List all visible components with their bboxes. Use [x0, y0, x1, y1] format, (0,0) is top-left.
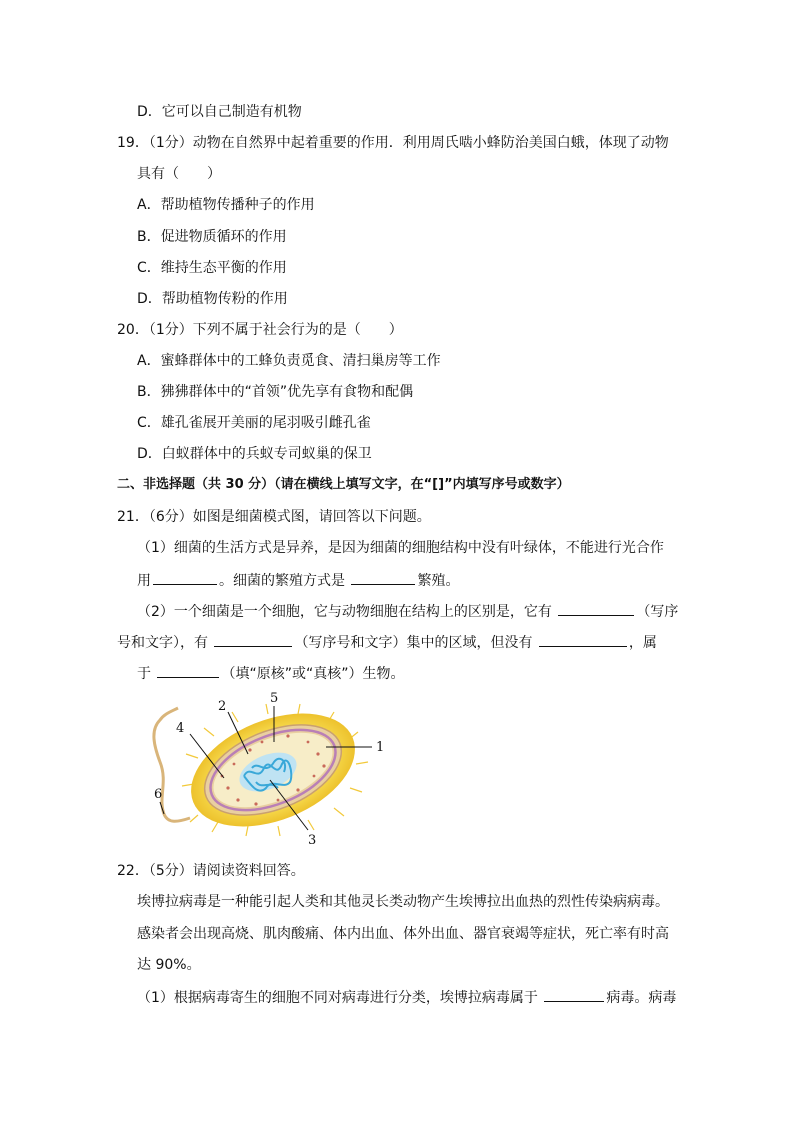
diagram-label-1: 1 [376, 740, 385, 755]
q21-blank-structure1[interactable] [558, 600, 634, 616]
q22-material-line3: 达 90%。 [137, 957, 201, 973]
q19-option-d: D．帮助植物传粉的作用 [137, 291, 288, 307]
bacterium-diagram [138, 690, 398, 850]
q21-blank-photosynthesis[interactable] [153, 569, 217, 585]
q21-p2-line1 [137, 600, 678, 622]
q21-blank-nucleus[interactable] [539, 631, 627, 647]
flagellum-shape [154, 708, 190, 821]
q21-p2-line3 [137, 662, 404, 684]
q21-blank-reproduction[interactable] [351, 569, 415, 585]
q19-option-b: B．促进物质循环的作用 [137, 229, 287, 245]
q20-option-c: C．雄孔雀展开美丽的尾羽吸引雌孔雀 [137, 415, 371, 431]
q21-p1-text-b: 。细菌的繁殖方式是 [219, 573, 350, 589]
q20-option-a: A．蜜蜂群体中的工蜂负责觅食、清扫巢房等工作 [137, 353, 441, 369]
q21-p2-text-g: （填“原核”或“真核”）生物。 [221, 666, 405, 682]
diagram-label-3: 3 [308, 833, 317, 848]
q21-p2-text-b: （写序 [636, 604, 679, 620]
q22-blank-virus-type[interactable] [544, 986, 604, 1002]
q21-blank-structure2[interactable] [214, 631, 292, 647]
q19-option-c: C．维持生态平衡的作用 [137, 260, 287, 276]
section2-heading: 二、非选择题（共 30 分）（请在横线上填写文字，在“[]”内填写序号或数字） [117, 477, 570, 492]
q22-stem: 22．（5分）请阅读资料回答。 [117, 863, 305, 879]
q21-p1-line2 [137, 569, 459, 591]
q21-p2-text-d: （写序号和文字）集中的区域，但没有 [294, 635, 537, 651]
q20-option-d: D．白蚁群体中的兵蚁专司蚁巢的保卫 [137, 446, 372, 462]
q21-stem: 21．（6分）如图是细菌模式图，请回答以下问题。 [117, 509, 431, 525]
q18-option-d: D．它可以自己制造有机物 [137, 104, 302, 120]
diagram-label-4: 4 [176, 721, 185, 736]
diagram-label-2: 2 [218, 699, 227, 714]
q22-p1-line1 [137, 986, 676, 1008]
q21-p2-text-e: ，属 [628, 635, 657, 651]
q21-blank-type[interactable] [157, 662, 219, 678]
diagram-label-5: 5 [270, 691, 279, 706]
q19-stem-line2: 具有（ ） [137, 166, 221, 182]
q21-p2-text-c: 号和文字），有 [117, 635, 213, 651]
q20-stem: 20．（1分）下列不属于社会行为的是（ ） [117, 322, 403, 338]
q21-p1-text-c: 繁殖。 [417, 573, 460, 589]
q21-p2-text-a: （2）一个细菌是一个细胞，它与动物细胞在结构上的区别是，它有 [137, 604, 557, 620]
q22-p1-text-b: 病毒。病毒 [606, 990, 677, 1006]
q19-option-a: A．帮助植物传播种子的作用 [137, 197, 315, 213]
q22-p1-text-a: （1）根据病毒寄生的细胞不同对病毒进行分类，埃博拉病毒属于 [137, 990, 543, 1006]
q21-p2-text-f: 于 [137, 666, 156, 682]
q22-material-line2: 感染者会出现高烧、肌肉酸痛、体内出血、体外出血、器官衰竭等症状，死亡率有时高 [137, 926, 669, 942]
q22-material-line1: 埃博拉病毒是一种能引起人类和其他灵长类动物产生埃博拉出血热的烈性传染病病毒。 [137, 894, 669, 910]
q19-stem-line1: 19．（1分）动物在自然界中起着重要的作用．利用周氏啮小蜂防治美国白蛾，体现了动物 [117, 135, 669, 151]
q21-p1-text-a: 用 [137, 573, 151, 589]
q20-option-b: B．狒狒群体中的“首领”优先享有食物和配偶 [137, 384, 414, 400]
q21-p2-line2 [117, 631, 657, 653]
diagram-label-6: 6 [154, 787, 163, 802]
q21-p1-line1: （1）细菌的生活方式是异养，是因为细菌的细胞结构中没有叶绿体，不能进行光合作 [137, 540, 664, 556]
